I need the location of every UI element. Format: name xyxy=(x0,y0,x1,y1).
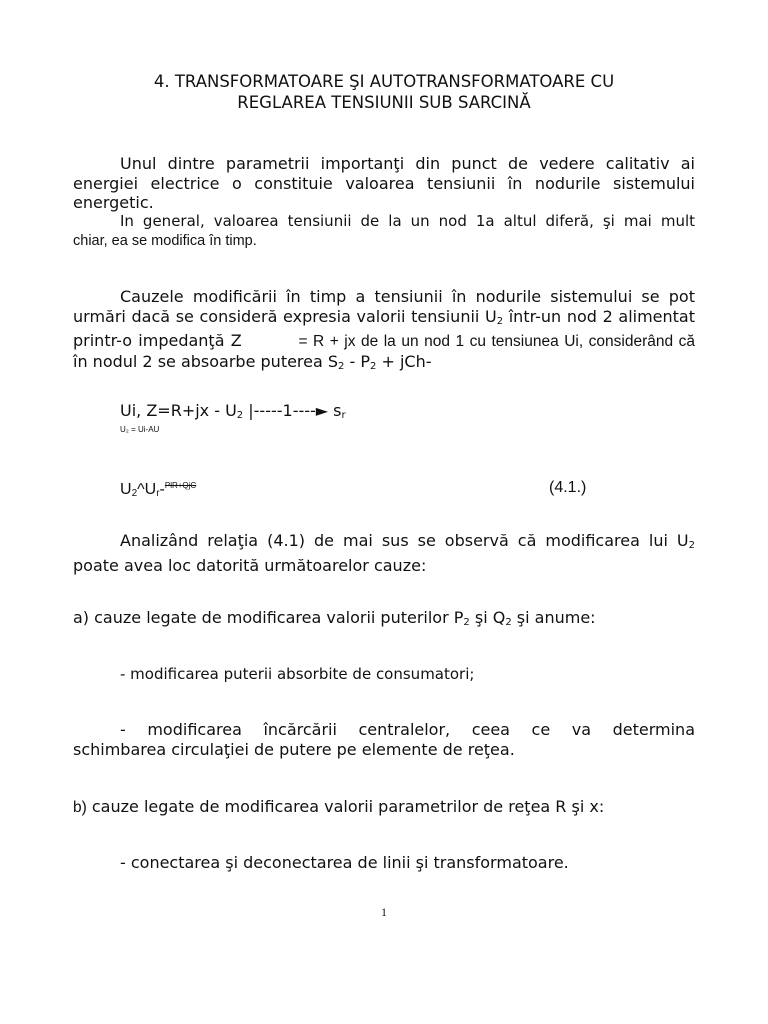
page-number: 1 xyxy=(381,905,387,919)
title-line-1: 4. TRANSFORMATOARE ŞI AUTOTRANSFORMATOARE CU xyxy=(153,72,615,91)
cause-a-item-2-line-1: - modificarea încărcării centralelor, ceea ce va determina xyxy=(120,720,695,739)
cause-a-item-1: - modificarea puterii absorbite de consumatori; xyxy=(120,665,475,683)
cause-b: b) cauze legate de modificarea valorii parametrilor de reţea R şi x: xyxy=(73,797,605,816)
page-title xyxy=(73,71,695,113)
paragraph-3-line-3: printr-o impedanţă Z = R + jx de la un nod 1 cu tensiunea Ui, considerând că xyxy=(73,331,696,350)
cause-a-item-2-line-2: schimbarea circulaţiei de putere pe elemente de reţea. xyxy=(73,739,515,759)
title-line-2: REGLAREA TENSIUNII SUB SARCINĂ xyxy=(237,93,531,112)
paragraph-2-line-1: In general, valoarea tensiunii de la un nod 1a altul diferă, şi mai mult xyxy=(120,212,695,230)
paragraph-1-line-3: energetic. xyxy=(73,193,154,212)
paragraph-3-line-2: urmări dacă se consideră expresia valorii tensiunii $U_2$ într-un nod 2 alimentat xyxy=(73,306,696,327)
equation-1: Ui, $Z=R+jx - U_2$ |-----1----► $s_r$ xyxy=(120,401,346,421)
paragraph-4-line-1: Analizând relaţia (4.1) de mai sus se observă că modificarea lui $U_2$ xyxy=(120,531,695,551)
equation-2: $U_2\^{}U_r-^{PlR+QjC}$ xyxy=(120,481,197,499)
paragraph-3-line-4: în nodul 2 se absoarbe puterea $S_2 - P_2 + jCh-$ xyxy=(73,351,432,372)
paragraph-4-line-2: poate avea loc datorită următoarelor cauze: xyxy=(73,555,427,575)
equation-1-note: U₂ = Ui-AU xyxy=(120,425,160,434)
paragraph-1 xyxy=(73,154,695,213)
paragraph-4 xyxy=(73,531,695,575)
paragraph-1-line-1: Unul dintre parametrii importanţi din punct de vedere calitativ ai xyxy=(120,154,695,173)
paragraph-3 xyxy=(73,287,695,376)
equation-number: (4.1.) xyxy=(549,479,587,496)
paragraph-2-line-2: chiar, ea se modifica în timp. xyxy=(73,232,257,249)
cause-b-item-1: - conectarea şi deconectarea de linii şi transformatoare. xyxy=(120,853,569,872)
paragraph-2 xyxy=(73,212,695,251)
paragraph-3-line-1: Cauzele modificării în timp a tensiunii în nodurile sistemului se pot xyxy=(120,287,695,306)
cause-a: a) cauze legate de modificarea valorii puterilor $P_2$ şi $Q_2$ şi anume: xyxy=(73,608,596,628)
paragraph-1-line-2: energiei electrice o constituie valoarea tensiunii în nodurile sistemului xyxy=(73,173,695,193)
cause-a-item-2 xyxy=(73,720,695,759)
